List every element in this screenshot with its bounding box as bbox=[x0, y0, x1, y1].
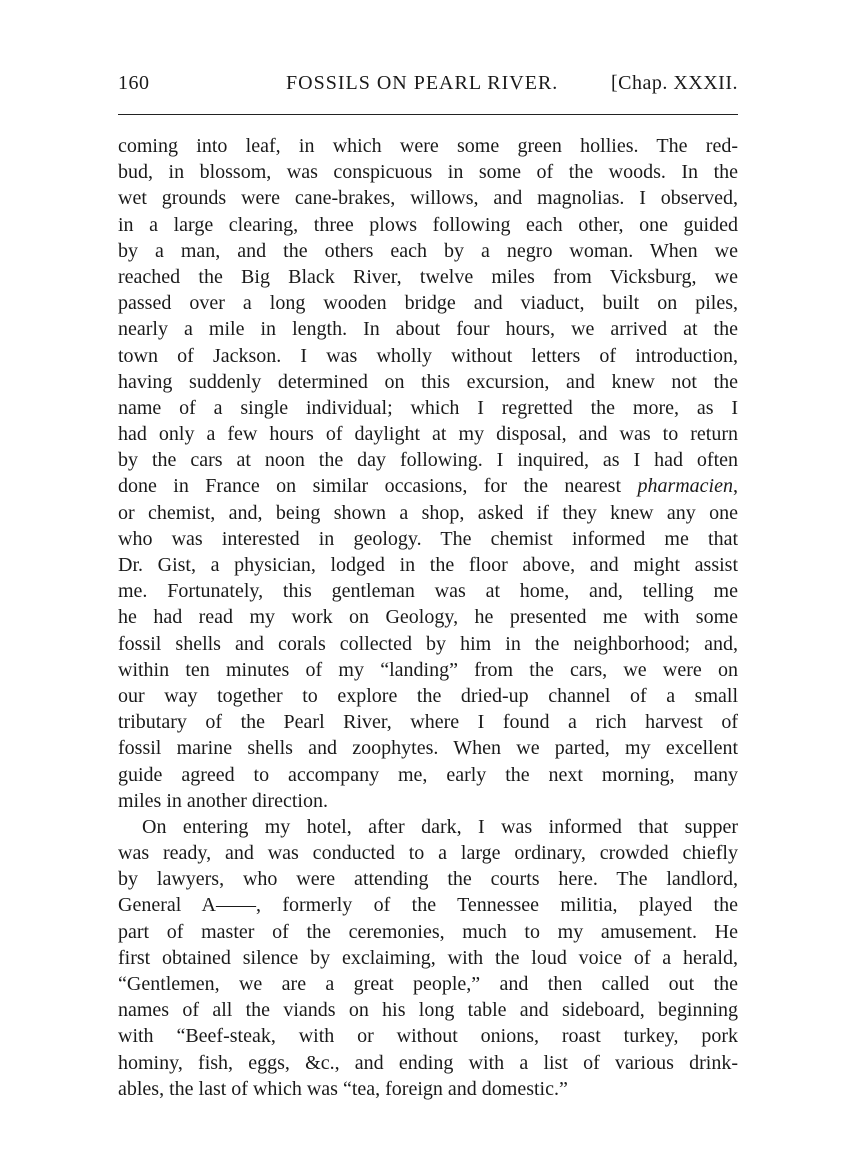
text-line: reached the Big Black River, twelve miles from Vicksburg, we bbox=[118, 265, 738, 288]
text-line: nearly a mile in length. In about four hours, we arrived at the bbox=[118, 318, 738, 341]
body-text bbox=[118, 133, 738, 1102]
text-line: with “Beef-steak, with or without onions, roast turkey, pork bbox=[118, 1025, 738, 1048]
text-line: passed over a long wooden bridge and viaduct, built on piles, bbox=[118, 292, 738, 315]
text-line: General A——, formerly of the Tennessee militia, played the bbox=[118, 894, 738, 917]
running-title: FOSSILS ON PEARL RIVER. bbox=[286, 72, 559, 94]
text-line: town of Jackson. I was wholly without letters of introduction, bbox=[118, 344, 738, 367]
chapter-label: [Chap. XXXII. bbox=[610, 72, 738, 94]
text-line: having suddenly determined on this excursion, and knew not the bbox=[118, 370, 738, 393]
text-line: he had read my work on Geology, he presented me with some bbox=[118, 606, 738, 629]
text-line: Dr. Gist, a physician, lodged in the floor above, and might assist bbox=[118, 554, 738, 576]
text-line: or chemist, and, being shown a shop, asked if they knew any one bbox=[118, 501, 738, 524]
text-line: part of master of the ceremonies, much to my amusement. He bbox=[118, 920, 738, 943]
text-line: hominy, fish, eggs, &c., and ending with a list of various drink- bbox=[118, 1051, 738, 1074]
text-line: had only a few hours of daylight at my disposal, and was to return bbox=[118, 423, 738, 446]
text-line: done in France on similar occasions, for the nearest pharmacien, bbox=[118, 475, 738, 498]
text-line: by the cars at noon the day following. I inquired, as I had often bbox=[118, 449, 738, 472]
text-line: by lawyers, who were attending the courts here. The landlord, bbox=[118, 868, 738, 891]
text-line: names of all the viands on his long table and sideboard, beginning bbox=[118, 999, 738, 1022]
running-head bbox=[118, 72, 738, 102]
text-line: our way together to explore the dried-up channel of a small bbox=[118, 684, 738, 707]
text-line: fossil marine shells and zoophytes. When we parted, my excellent bbox=[118, 737, 738, 760]
text-line: me. Fortunately, this gentleman was at home, and, telling me bbox=[118, 580, 738, 603]
text-line: in a large clearing, three plows following each other, one guided bbox=[118, 213, 738, 236]
page-number: 160 bbox=[118, 72, 150, 94]
text-line: coming into leaf, in which were some green hollies. The red- bbox=[118, 135, 738, 157]
book-page bbox=[118, 72, 738, 1102]
text-line: first obtained silence by exclaiming, with the loud voice of a herald, bbox=[118, 946, 738, 969]
paragraph bbox=[118, 133, 738, 814]
text-line: by a man, and the others each by a negro woman. When we bbox=[118, 239, 738, 262]
text-line: “Gentlemen, we are a great people,” and then called out the bbox=[118, 973, 738, 995]
text-line: wet grounds were cane-brakes, willows, and magnolias. I observed, bbox=[118, 187, 738, 210]
text-line: miles in another direction. bbox=[118, 789, 328, 812]
text-line: fossil shells and corals collected by him in the neighborhood; and, bbox=[118, 632, 738, 655]
text-line: tributary of the Pearl River, where I found a rich harvest of bbox=[118, 711, 738, 734]
text-line: name of a single individual; which I regretted the more, as I bbox=[118, 396, 738, 419]
text-line: who was interested in geology. The chemist informed me that bbox=[118, 527, 738, 550]
header-rule bbox=[118, 114, 738, 115]
text-line: guide agreed to accompany me, early the next morning, many bbox=[118, 763, 738, 786]
paragraph bbox=[118, 814, 738, 1102]
text-line: ables, the last of which was “tea, foreign and domestic.” bbox=[118, 1077, 568, 1100]
text-line: bud, in blossom, was conspicuous in some of the woods. In the bbox=[118, 161, 738, 184]
text-line: On entering my hotel, after dark, I was informed that supper bbox=[142, 815, 738, 838]
text-line: within ten minutes of my “landing” from the cars, we were on bbox=[118, 658, 738, 681]
text-line: was ready, and was conducted to a large ordinary, crowded chiefly bbox=[118, 842, 738, 865]
